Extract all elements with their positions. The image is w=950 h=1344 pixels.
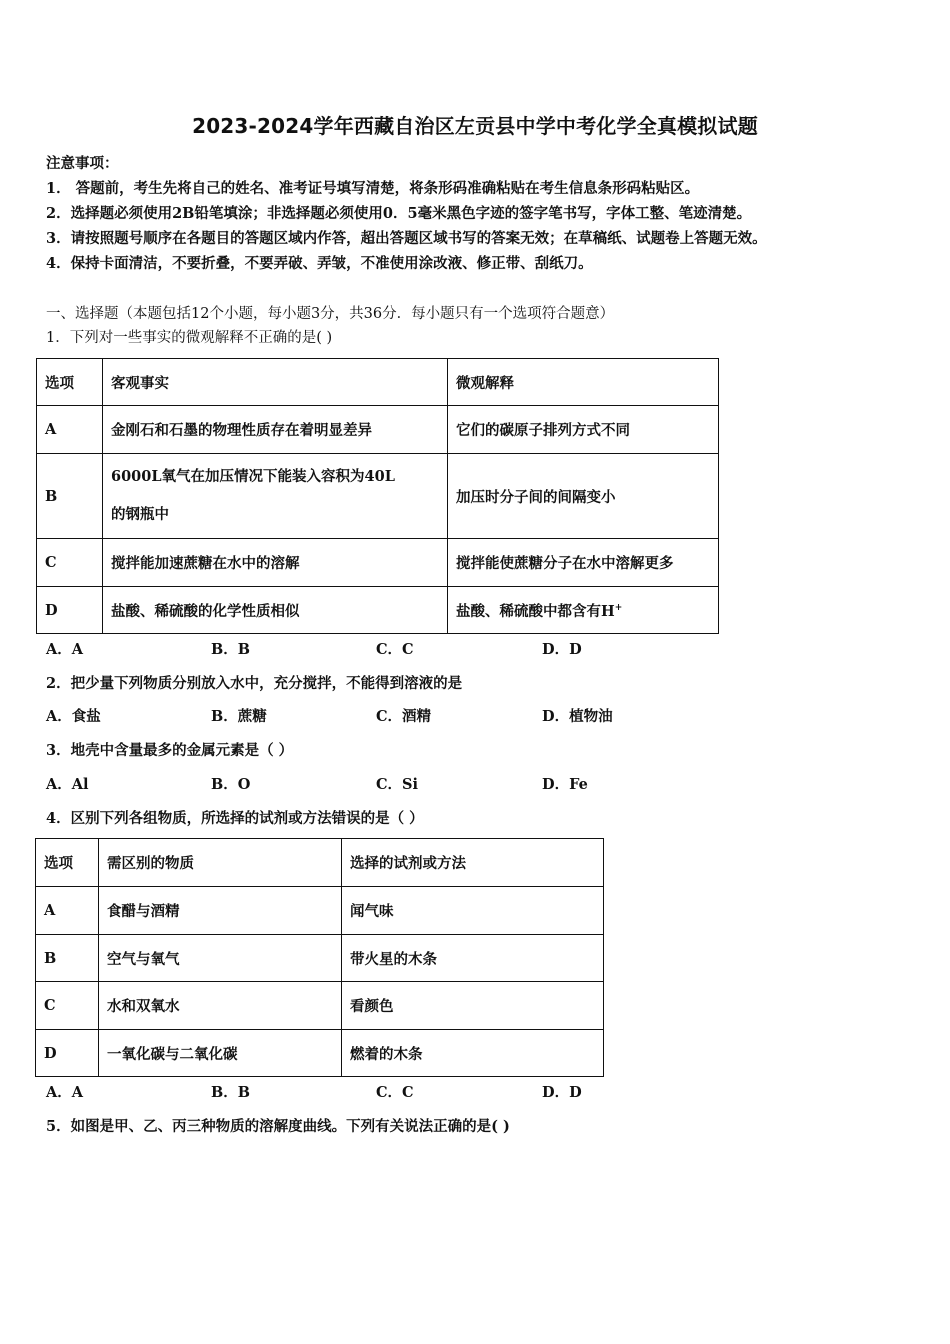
table-header-cell: 需区别的物质	[99, 839, 342, 887]
method-cell: 闻气味	[342, 887, 604, 935]
fact-cell: 盐酸、稀硫酸的化学性质相似	[103, 587, 448, 634]
section-heading: 一、选择题（本题包括12个小题，每小题3分，共36分．每小题只有一个选项符合题意）	[46, 306, 615, 322]
answer-option[interactable]: C．C	[376, 641, 414, 658]
option-cell: A	[36, 887, 99, 935]
table-header-cell: 微观解释	[448, 359, 719, 406]
question-4-stem: 4．区别下列各组物质，所选择的试剂或方法错误的是（ ）	[46, 810, 424, 827]
method-cell: 燃着的木条	[342, 1030, 604, 1077]
explain-cell: 搅拌能使蔗糖分子在水中溶解更多	[448, 539, 719, 587]
question-2-stem: 2．把少量下列物质分别放入水中，充分搅拌，不能得到溶液的是	[46, 675, 463, 692]
explain-text: 盐酸、稀硫酸中都含有H	[456, 602, 615, 620]
fact-line: 的钢瓶中	[111, 506, 169, 523]
option-cell: D	[37, 587, 103, 634]
method-cell: 带火星的木条	[342, 935, 604, 982]
substance-cell: 一氧化碳与二氧化碳	[99, 1030, 342, 1077]
table-row	[36, 935, 604, 982]
question-4-table	[35, 838, 604, 1077]
page-title: 2023-2024学年西藏自治区左贡县中学中考化学全真模拟试题	[192, 114, 758, 138]
table-row	[36, 887, 604, 935]
question-1-stem: 1．下列对一些事实的微观解释不正确的是( )	[46, 330, 333, 346]
option-cell: B	[36, 935, 99, 982]
question-5-stem: 5．如图是甲、乙、丙三种物质的溶解度曲线。下列有关说法正确的是( )	[46, 1118, 510, 1135]
question-1-table	[36, 358, 719, 634]
question-1-options	[46, 638, 686, 660]
answer-option[interactable]: A．A	[46, 641, 84, 658]
answer-option[interactable]: B．O	[211, 776, 251, 793]
explain-cell	[448, 587, 719, 634]
answer-option[interactable]: B．B	[211, 1084, 251, 1101]
table-header-cell: 选项	[36, 839, 99, 887]
answer-option[interactable]: D．D	[542, 1084, 582, 1101]
table-row	[36, 1030, 604, 1077]
notice-item: 2．选择题必须使用2B铅笔填涂；非选择题必须使用0．5毫米黑色字迹的签字笔书写，字体工整、笔迹清楚。	[46, 205, 752, 222]
answer-option[interactable]: C．Si	[376, 776, 419, 793]
table-row	[37, 406, 719, 454]
option-cell: B	[37, 454, 103, 539]
question-4-options	[46, 1081, 686, 1103]
option-cell: C	[37, 539, 103, 587]
answer-option[interactable]: D．植物油	[542, 708, 613, 725]
table-header-cell: 客观事实	[103, 359, 448, 406]
superscript: +	[614, 602, 623, 613]
table-row	[37, 587, 719, 634]
notice-heading: 注意事项：	[46, 155, 119, 172]
answer-option[interactable]: C．酒精	[376, 708, 432, 725]
answer-option[interactable]: A．食盐	[46, 708, 101, 725]
table-header-cell: 选项	[37, 359, 103, 406]
question-3-stem: 3．地壳中含量最多的金属元素是（ ）	[46, 742, 294, 759]
explain-cell: 加压时分子间的间隔变小	[448, 454, 719, 539]
table-row	[36, 982, 604, 1030]
substance-cell: 水和双氧水	[99, 982, 342, 1030]
substance-cell: 食醋与酒精	[99, 887, 342, 935]
table-row	[37, 539, 719, 587]
answer-option[interactable]: B．B	[211, 641, 251, 658]
notice-item: 3．请按照题号顺序在各题目的答题区域内作答，超出答题区域书写的答案无效；在草稿纸、试题卷上答题无效。	[46, 230, 767, 247]
table-header-row	[37, 359, 719, 406]
option-cell: A	[37, 406, 103, 454]
fact-cell	[103, 454, 448, 539]
fact-cell: 搅拌能加速蔗糖在水中的溶解	[103, 539, 448, 587]
answer-option[interactable]: D．D	[542, 641, 582, 658]
option-cell: D	[36, 1030, 99, 1077]
answer-option[interactable]: D．Fe	[542, 776, 588, 793]
answer-option[interactable]: B．蔗糖	[211, 708, 267, 725]
question-3-options	[46, 773, 686, 795]
explain-cell: 它们的碳原子排列方式不同	[448, 406, 719, 454]
table-header-row	[36, 839, 604, 887]
method-cell: 看颜色	[342, 982, 604, 1030]
answer-option[interactable]: A．A	[46, 1084, 84, 1101]
substance-cell: 空气与氧气	[99, 935, 342, 982]
question-2-options	[46, 705, 686, 727]
notice-item: 1． 答题前，考生先将自己的姓名、准考证号填写清楚，将条形码准确粘贴在考生信息条形码粘贴区。	[46, 180, 700, 197]
table-header-cell: 选择的试剂或方法	[342, 839, 604, 887]
fact-line: 6000L氧气在加压情况下能装入容积为40L	[111, 468, 395, 485]
option-cell: C	[36, 982, 99, 1030]
answer-option[interactable]: C．C	[376, 1084, 414, 1101]
fact-cell: 金刚石和石墨的物理性质存在着明显差异	[103, 406, 448, 454]
table-row	[37, 454, 719, 539]
answer-option[interactable]: A．Al	[46, 776, 89, 793]
notice-item: 4．保持卡面清洁，不要折叠，不要弄破、弄皱，不准使用涂改液、修正带、刮纸刀。	[46, 255, 593, 272]
